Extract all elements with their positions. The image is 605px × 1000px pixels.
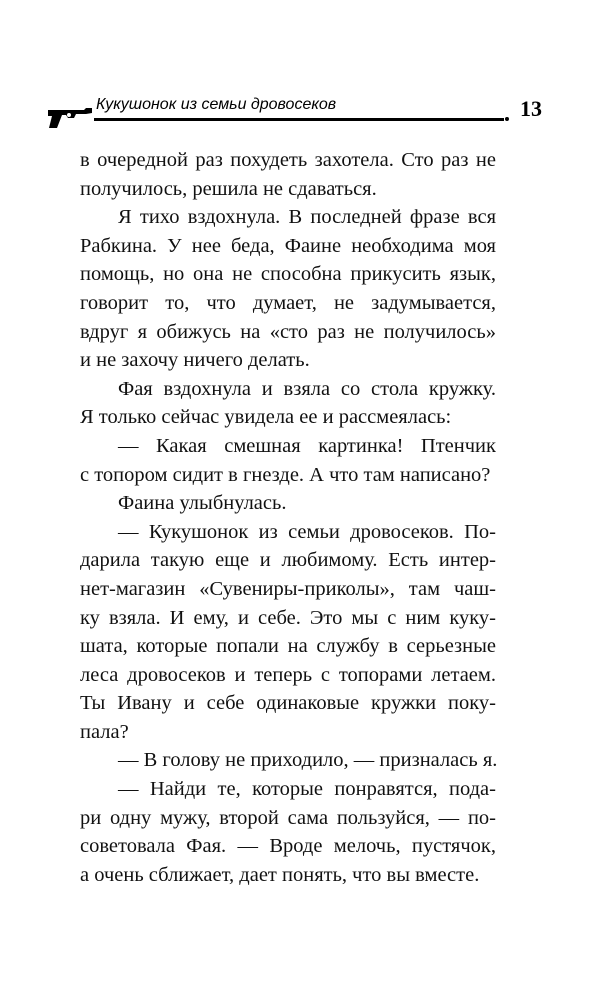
text-line: в очередной раз похудеть захотела. Сто раз не xyxy=(80,149,496,171)
text-line: а очень сближает, дает понять, что вы вместе. xyxy=(80,863,480,886)
text-line: — В голову не приходило, — призналась я. xyxy=(118,749,498,772)
text-line: советовала Фая. — Вроде мелочь, пустячок, xyxy=(80,835,496,858)
body-text xyxy=(80,146,496,889)
running-title: Кукушонок из семьи дровосеков xyxy=(96,96,337,113)
text-line: ку взяла. И ему, и себе. Это мы с ним куку- xyxy=(80,606,496,629)
text-line: шата, которые попали на службу в серьезные xyxy=(80,635,496,658)
text-line: — Кукушонок из семьи дровосеков. По- xyxy=(118,520,496,543)
text-line: и не захочу ничего делать. xyxy=(80,349,310,372)
text-line: помощь, но она не способна прикусить язык, xyxy=(80,263,496,286)
text-line: Фая вздохнула и взяла со стола кружку. xyxy=(118,377,496,400)
text-line: вдруг я обижусь на «сто раз не получилось» xyxy=(80,320,496,343)
text-line: получилось, решила не сдаваться. xyxy=(80,177,377,200)
text-line: Фаина улыбнулась. xyxy=(118,492,287,515)
text-line: — Какая смешная картинка! Птенчик xyxy=(118,434,496,457)
text-line: Ты Ивану и себе одинаковые кружки поку- xyxy=(80,692,496,715)
text-line: Я только сейчас увидела ее и рассмеялась: xyxy=(80,406,452,429)
revolver-icon xyxy=(46,106,94,130)
text-line: говорит то, что думает, не задумывается, xyxy=(80,291,496,314)
text-line: леса дровосеков и теперь с топорами летаем. xyxy=(80,663,496,686)
text-line: пала? xyxy=(80,720,129,743)
text-line: — Найди те, которые понравятся, пода- xyxy=(118,778,496,801)
text-line: с топором сидит в гнезде. А что там написано? xyxy=(80,463,491,486)
running-header xyxy=(46,92,566,132)
text-line: дарила такую еще и любимому. Есть интер- xyxy=(80,549,496,572)
header-rule xyxy=(94,118,504,121)
text-line: ри одну мужу, второй сама пользуйся, — по- xyxy=(80,806,496,829)
page-number: 13 xyxy=(520,96,542,121)
text-line: Рабкина. У нее беда, Фаине необходима моя xyxy=(80,234,496,257)
text-line: нет-магазин «Сувениры-приколы», там чаш- xyxy=(80,577,496,600)
text-line: Я тихо вздохнула. В последней фразе вся xyxy=(118,206,496,229)
